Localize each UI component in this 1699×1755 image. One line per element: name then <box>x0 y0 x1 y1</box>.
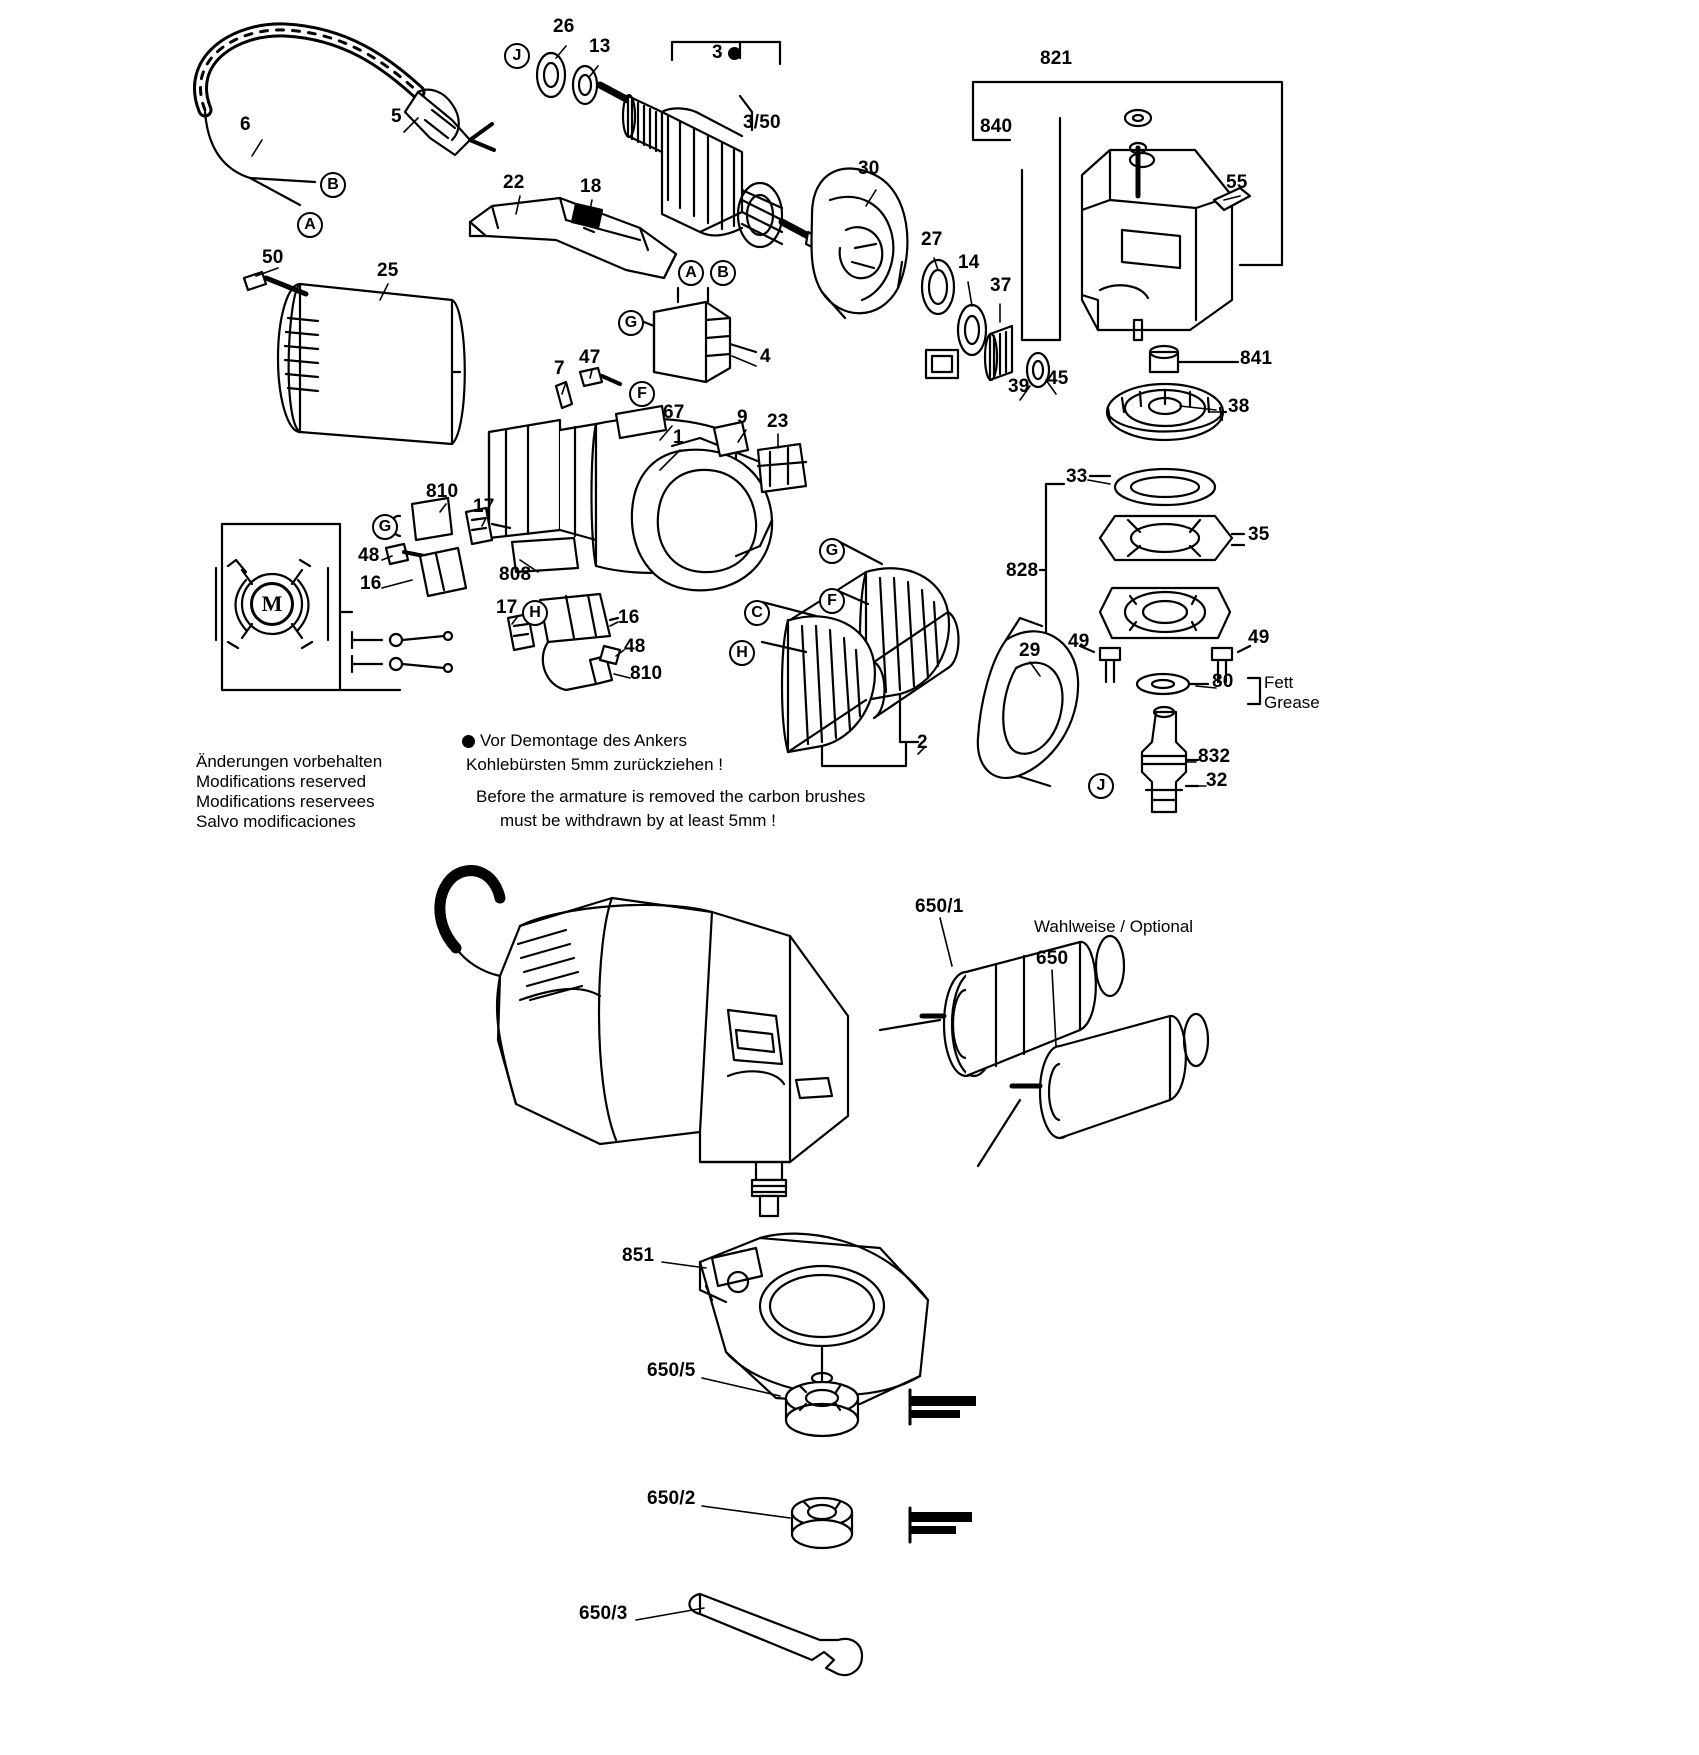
callout-47: 47 <box>579 347 601 368</box>
tag-F-switch: F <box>629 381 655 407</box>
callout-650-3: 650/3 <box>579 1603 628 1624</box>
callout-17-upper: 17 <box>473 496 495 517</box>
callout-9: 9 <box>737 407 748 428</box>
tag-H-field: H <box>729 640 755 666</box>
tag-G-switch: G <box>618 310 644 336</box>
callout-18: 18 <box>580 176 602 197</box>
callout-650-1: 650/1 <box>915 896 964 917</box>
tag-A-switch: A <box>678 260 704 286</box>
note-grease-de: Fett <box>1264 673 1294 692</box>
note-modifications-de: Änderungen vorbehalten <box>196 752 383 771</box>
tag-J-top: J <box>504 43 530 69</box>
tag-G-field: G <box>819 538 845 564</box>
callout-55: 55 <box>1226 172 1248 193</box>
callout-851: 851 <box>622 1245 655 1266</box>
callout-808: 808 <box>499 564 532 585</box>
callout-23: 23 <box>767 411 789 432</box>
note-modifications-es: Salvo modificaciones <box>196 812 356 831</box>
callout-841: 841 <box>1240 348 1273 369</box>
callout-650: 650 <box>1036 948 1069 969</box>
callout-22: 22 <box>503 172 525 193</box>
callout-3-50: 3/50 <box>743 112 781 133</box>
callout-14: 14 <box>958 252 980 273</box>
callout-30: 30 <box>858 158 880 179</box>
callout-48-upper: 48 <box>358 545 380 566</box>
callout-16-upper: 16 <box>360 573 382 594</box>
callout-4: 4 <box>760 346 771 367</box>
tag-B-cord: B <box>320 172 346 198</box>
callout-49-left: 49 <box>1068 631 1090 652</box>
warning-en-line1: Before the armature is removed the carbon brushes <box>476 787 866 806</box>
callout-49-right: 49 <box>1248 627 1270 648</box>
tag-F-field: F <box>819 588 845 614</box>
warning-de-line1: Vor Demontage des Ankers <box>480 731 687 750</box>
callout-810-lower: 810 <box>630 663 663 684</box>
note-optional: Wahlweise / Optional <box>1034 917 1194 936</box>
motor-symbol: M <box>250 582 294 626</box>
callout-25: 25 <box>377 260 399 281</box>
callout-39: 39 <box>1008 376 1030 397</box>
tag-A-cord: A <box>297 212 323 238</box>
tag-H-brush: H <box>522 600 548 626</box>
callout-35: 35 <box>1248 524 1270 545</box>
callout-80: 80 <box>1212 671 1234 692</box>
warning-dot-3 <box>728 47 741 60</box>
callout-828: 828 <box>1006 560 1039 581</box>
note-modifications-fr: Modifications reservees <box>196 792 375 811</box>
callout-27: 27 <box>921 229 943 250</box>
callout-29: 29 <box>1019 640 1041 661</box>
tag-G-brush: G <box>372 514 398 540</box>
callout-48-lower: 48 <box>624 636 646 657</box>
callout-3: 3 <box>712 42 723 63</box>
callout-45: 45 <box>1047 368 1069 389</box>
warning-bullet <box>462 735 475 748</box>
callout-821: 821 <box>1040 48 1073 69</box>
callout-32: 32 <box>1206 770 1228 791</box>
note-modifications-en: Modifications reserved <box>196 772 367 791</box>
callout-832: 832 <box>1198 746 1231 767</box>
note-grease-en: Grease <box>1264 693 1320 712</box>
callout-1: 1 <box>673 427 684 448</box>
callout-840: 840 <box>980 116 1013 137</box>
callout-33: 33 <box>1066 466 1088 487</box>
callout-650-5: 650/5 <box>647 1360 696 1381</box>
callout-67: 67 <box>663 402 685 423</box>
callout-7: 7 <box>554 358 565 379</box>
tag-C-field: C <box>744 600 770 626</box>
callout-26: 26 <box>553 16 575 37</box>
warning-de-line2: Kohlebürsten 5mm zurückziehen ! <box>466 755 724 774</box>
callout-50: 50 <box>262 247 284 268</box>
callout-6: 6 <box>240 114 251 135</box>
callout-37: 37 <box>990 275 1012 296</box>
callout-16-lower: 16 <box>618 607 640 628</box>
warning-en-line2: must be withdrawn by at least 5mm ! <box>500 811 776 830</box>
callout-38: 38 <box>1228 396 1250 417</box>
callout-810-upper: 810 <box>426 481 459 502</box>
callout-2: 2 <box>917 732 928 753</box>
tag-B-switch: B <box>710 260 736 286</box>
callout-650-2: 650/2 <box>647 1488 696 1509</box>
callout-5: 5 <box>391 106 402 127</box>
tag-J-shroud: J <box>1088 773 1114 799</box>
callout-17-lower: 17 <box>496 597 518 618</box>
callout-13: 13 <box>589 36 611 57</box>
